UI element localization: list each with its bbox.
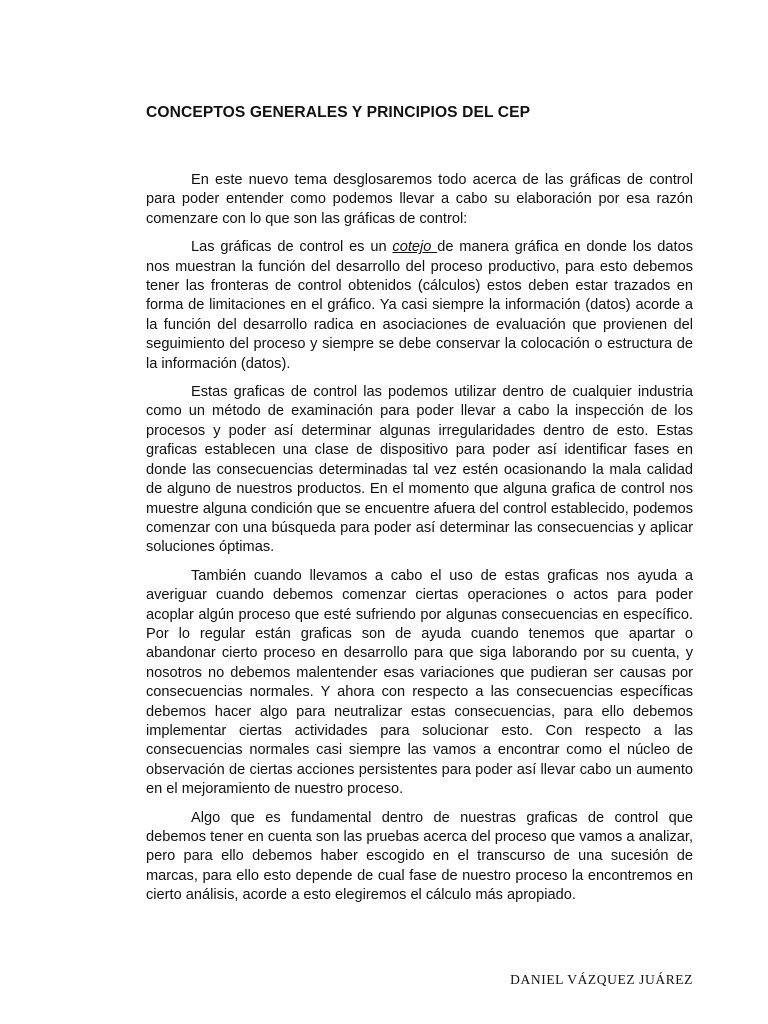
body-text bbox=[146, 171, 693, 915]
paragraph-4: También cuando llevamos a cabo el uso de estas graficas nos ayuda a averiguar cuando debemos comenzar ciertas operaciones o actos para poder acoplar algún proceso que esté sufriendo por algunas consecuencias en específico. Por lo regular están graficas son de ayuda cuando tenemos que apartar o abandonar cierto proceso en desarrollo para que siga laborando por su cuenta, y nosotros no debemos malentender esas variaciones que pudieran ser causas por consecuencias normales. Y ahora con respecto a las consecuencias específicas debemos hacer algo para neutralizar estas consecuencias, para ello debemos implementar ciertas actividades para solucionar esto. Con respecto a las consecuencias normales casi siempre las vamos a encontrar como el núcleo de observación de ciertas acciones persistentes para poder así llevar cabo un aumento en el mejoramiento de nuestro proceso. bbox=[146, 567, 693, 798]
author-footer: DANIEL VÁZQUEZ JUÁREZ bbox=[510, 972, 693, 987]
paragraph-3: Estas graficas de control las podemos utilizar dentro de cualquier industria como un método de examinación para poder llevar a cabo la inspección de los procesos y poder así determinar algunas irregularidades dentro de esto. Estas graficas establecen una clase de dispositivo para poder así identificar fases en donde las consecuencias determinadas tal vez estén ocasionando la mala calidad de alguno de nuestros productos. En el momento que alguna grafica de control nos muestre alguna condición que se encuentre afuera del control establecido, podemos comenzar con una búsqueda para poder así determinar las consecuencias y aplicar soluciones óptimas. bbox=[146, 384, 693, 556]
paragraph-2 bbox=[146, 238, 693, 374]
cotejo-link[interactable]: cotejo bbox=[392, 239, 438, 256]
paragraph-5: Algo que es fundamental dentro de nuestras graficas de control que debemos tener en cuenta son las pruebas acerca del proceso que vamos a analizar, pero para ello debemos haber escogido en el transcurso de una sucesión de marcas, para ello esto depende de cual fase de nuestro proceso la encontremos en cierto análisis, acorde a esto elegiremos el cálculo más apropiado. bbox=[146, 809, 693, 904]
paragraph-1: En este nuevo tema desglosaremos todo acerca de las gráficas de control para poder entender como podemos llevar a cabo su elaboración por esa razón comenzare con lo que son las gráficas de control: bbox=[146, 172, 693, 227]
page-title: CONCEPTOS GENERALES Y PRINCIPIOS DEL CEP bbox=[146, 104, 531, 121]
paragraph-2-rest: de manera gráfica en donde los datos nos muestran la función del desarrollo del proceso productivo, para esto debemos tener las fronteras de control obtenidos (cálculos) estos deben estar trazados en forma de limitaciones en el gráfico. Ya casi siempre la información (datos) acorde a la función del desarrollo radica en asociaciones de evaluación que provienen del seguimiento del proceso y siempre se debe conservar la colocación o estructura de la información (datos). bbox=[146, 239, 694, 372]
paragraph-2-start: Las gráficas de control es un bbox=[191, 239, 393, 256]
